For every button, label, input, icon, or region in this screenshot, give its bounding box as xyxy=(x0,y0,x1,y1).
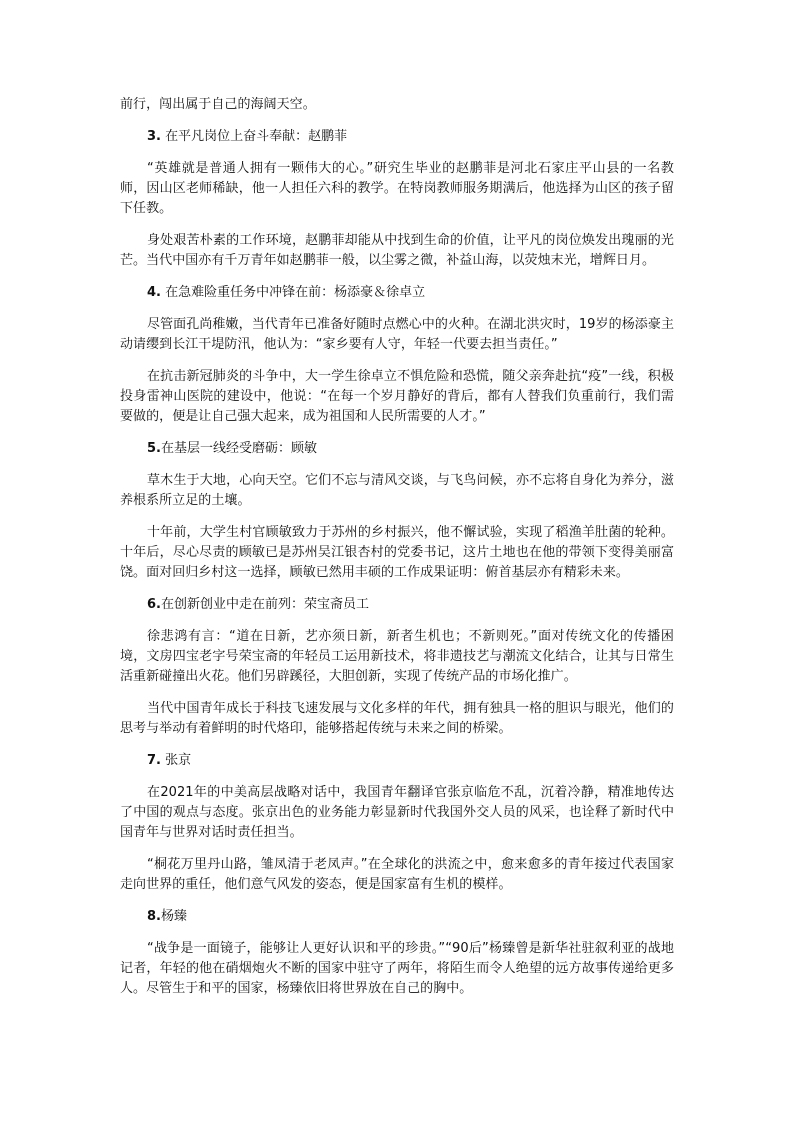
document-page xyxy=(120,95,674,1011)
section-number: 5. xyxy=(147,441,161,456)
paragraph: 当代中国青年成长于科技飞速发展与文化多样的年代，拥有独具一格的胆识与眼光，他们的思考与举动有着鲜明的时代烙印，能够搭起传统与未来之间的桥梁。 xyxy=(120,701,674,736)
section-number: 6. xyxy=(147,597,161,612)
section-heading-3 xyxy=(120,127,674,147)
section-heading-4 xyxy=(120,283,674,303)
section-number: 3. xyxy=(147,129,161,144)
section-number: 8. xyxy=(147,909,161,924)
paragraph: “桐花万里丹山路，雏凤清于老凤声。”在全球化的洪流之中，愈来愈多的青年接过代表国家走向世界的重任，他们意气风发的姿态，便是国家富有生机的模样。 xyxy=(120,857,674,892)
section-number: 4. xyxy=(147,285,161,300)
paragraph: 前行，闯出属于自己的海阔天空。 xyxy=(120,97,316,112)
section-title: 杨臻 xyxy=(160,909,187,924)
section-heading-5 xyxy=(120,439,674,459)
section-heading-8 xyxy=(120,907,674,927)
section-number: 7. xyxy=(147,753,161,768)
paragraph: 身处艰苦朴素的工作环境，赵鹏菲却能从中找到生命的价值，让平凡的岗位焕发出瑰丽的光芒。当代中国亦有千万青年如赵鹏菲一般，以尘雾之微，补益山海，以荧烛末光，增辉日月。 xyxy=(120,233,674,268)
section-heading-6 xyxy=(120,595,674,615)
section-heading-7 xyxy=(120,751,674,771)
paragraph: 徐悲鸿有言：“道在日新，艺亦须日新，新者生机也；不新则死。”面对传统文化的传播困境，文房四宝老字号荣宝斋的年轻员工运用新技术，将非遗技艺与潮流文化结合，让其与日常生活重新碰撞出火花。他们另辟蹊径，大胆创新，实现了传统产品的市场化推广。 xyxy=(120,629,674,684)
section-title: 在急难险重任务中冲锋在前：杨添豪＆徐卓立 xyxy=(160,285,426,300)
section-title: 在基层一线经受磨砺：顾敏 xyxy=(160,441,317,456)
paragraph: 尽管面孔尚稚嫩，当代青年已准备好随时点燃心中的火种。在湖北洪灾时，19岁的杨添豪主动请缨到长江干堤防汛，他认为：“家乡要有人守，年轻一代要去担当责任。” xyxy=(120,317,674,352)
paragraph: 草木生于大地，心向天空。它们不忘与清风交谈，与飞鸟问候，亦不忘将自身化为养分，滋养根系所立足的土壤。 xyxy=(120,473,674,508)
paragraph: 在2021年的中美高层战略对话中，我国青年翻译官张京临危不乱，沉着冷静，精准地传达了中国的观点与态度。张京出色的业务能力彰显新时代我国外交人员的风采，也诠释了新时代中国青年与世界对话时责任担当。 xyxy=(120,785,674,840)
section-title: 在平凡岗位上奋斗奉献：赵鹏菲 xyxy=(160,129,348,144)
paragraph: 在抗击新冠肺炎的斗争中，大一学生徐卓立不惧危险和恐慌，随父亲奔赴抗“疫”一线，积极投身雷神山医院的建设中，他说：“在每一个岁月静好的背后，都有人替我们负重前行，我们需要做的，便是让自己强大起来，成为祖国和人民所需要的人才。” xyxy=(120,369,674,424)
paragraph: 十年前，大学生村官顾敏致力于苏州的乡村振兴，他不懈试验，实现了稻渔羊肚菌的轮种。十年后，尽心尽责的顾敏已是苏州吴江银杏村的党委书记，这片土地也在他的带领下变得美丽富饶。面对回归乡村这一选择，顾敏已然用丰硕的工作成果证明：俯首基层亦有精彩未来。 xyxy=(120,525,674,580)
section-title: 张京 xyxy=(160,753,192,768)
paragraph: “英雄就是普通人拥有一颗伟大的心。”研究生毕业的赵鹏菲是河北石家庄平山县的一名教师，因山区老师稀缺，他一人担任六科的教学。在特岗教师服务期满后，他选择为山区的孩子留下任教。 xyxy=(120,161,674,216)
section-title: 在创新创业中走在前列：荣宝斋员工 xyxy=(160,597,369,612)
paragraph: “战争是一面镜子，能够让人更好认识和平的珍贵。”“90后”杨臻曾是新华社驻叙利亚的战地记者，年轻的他在硝烟炮火不断的国家中驻守了两年，将陌生而令人绝望的远方故事传递给更多人。尽管生于和平的国家，杨臻依旧将世界放在自己的胸中。 xyxy=(120,941,674,996)
